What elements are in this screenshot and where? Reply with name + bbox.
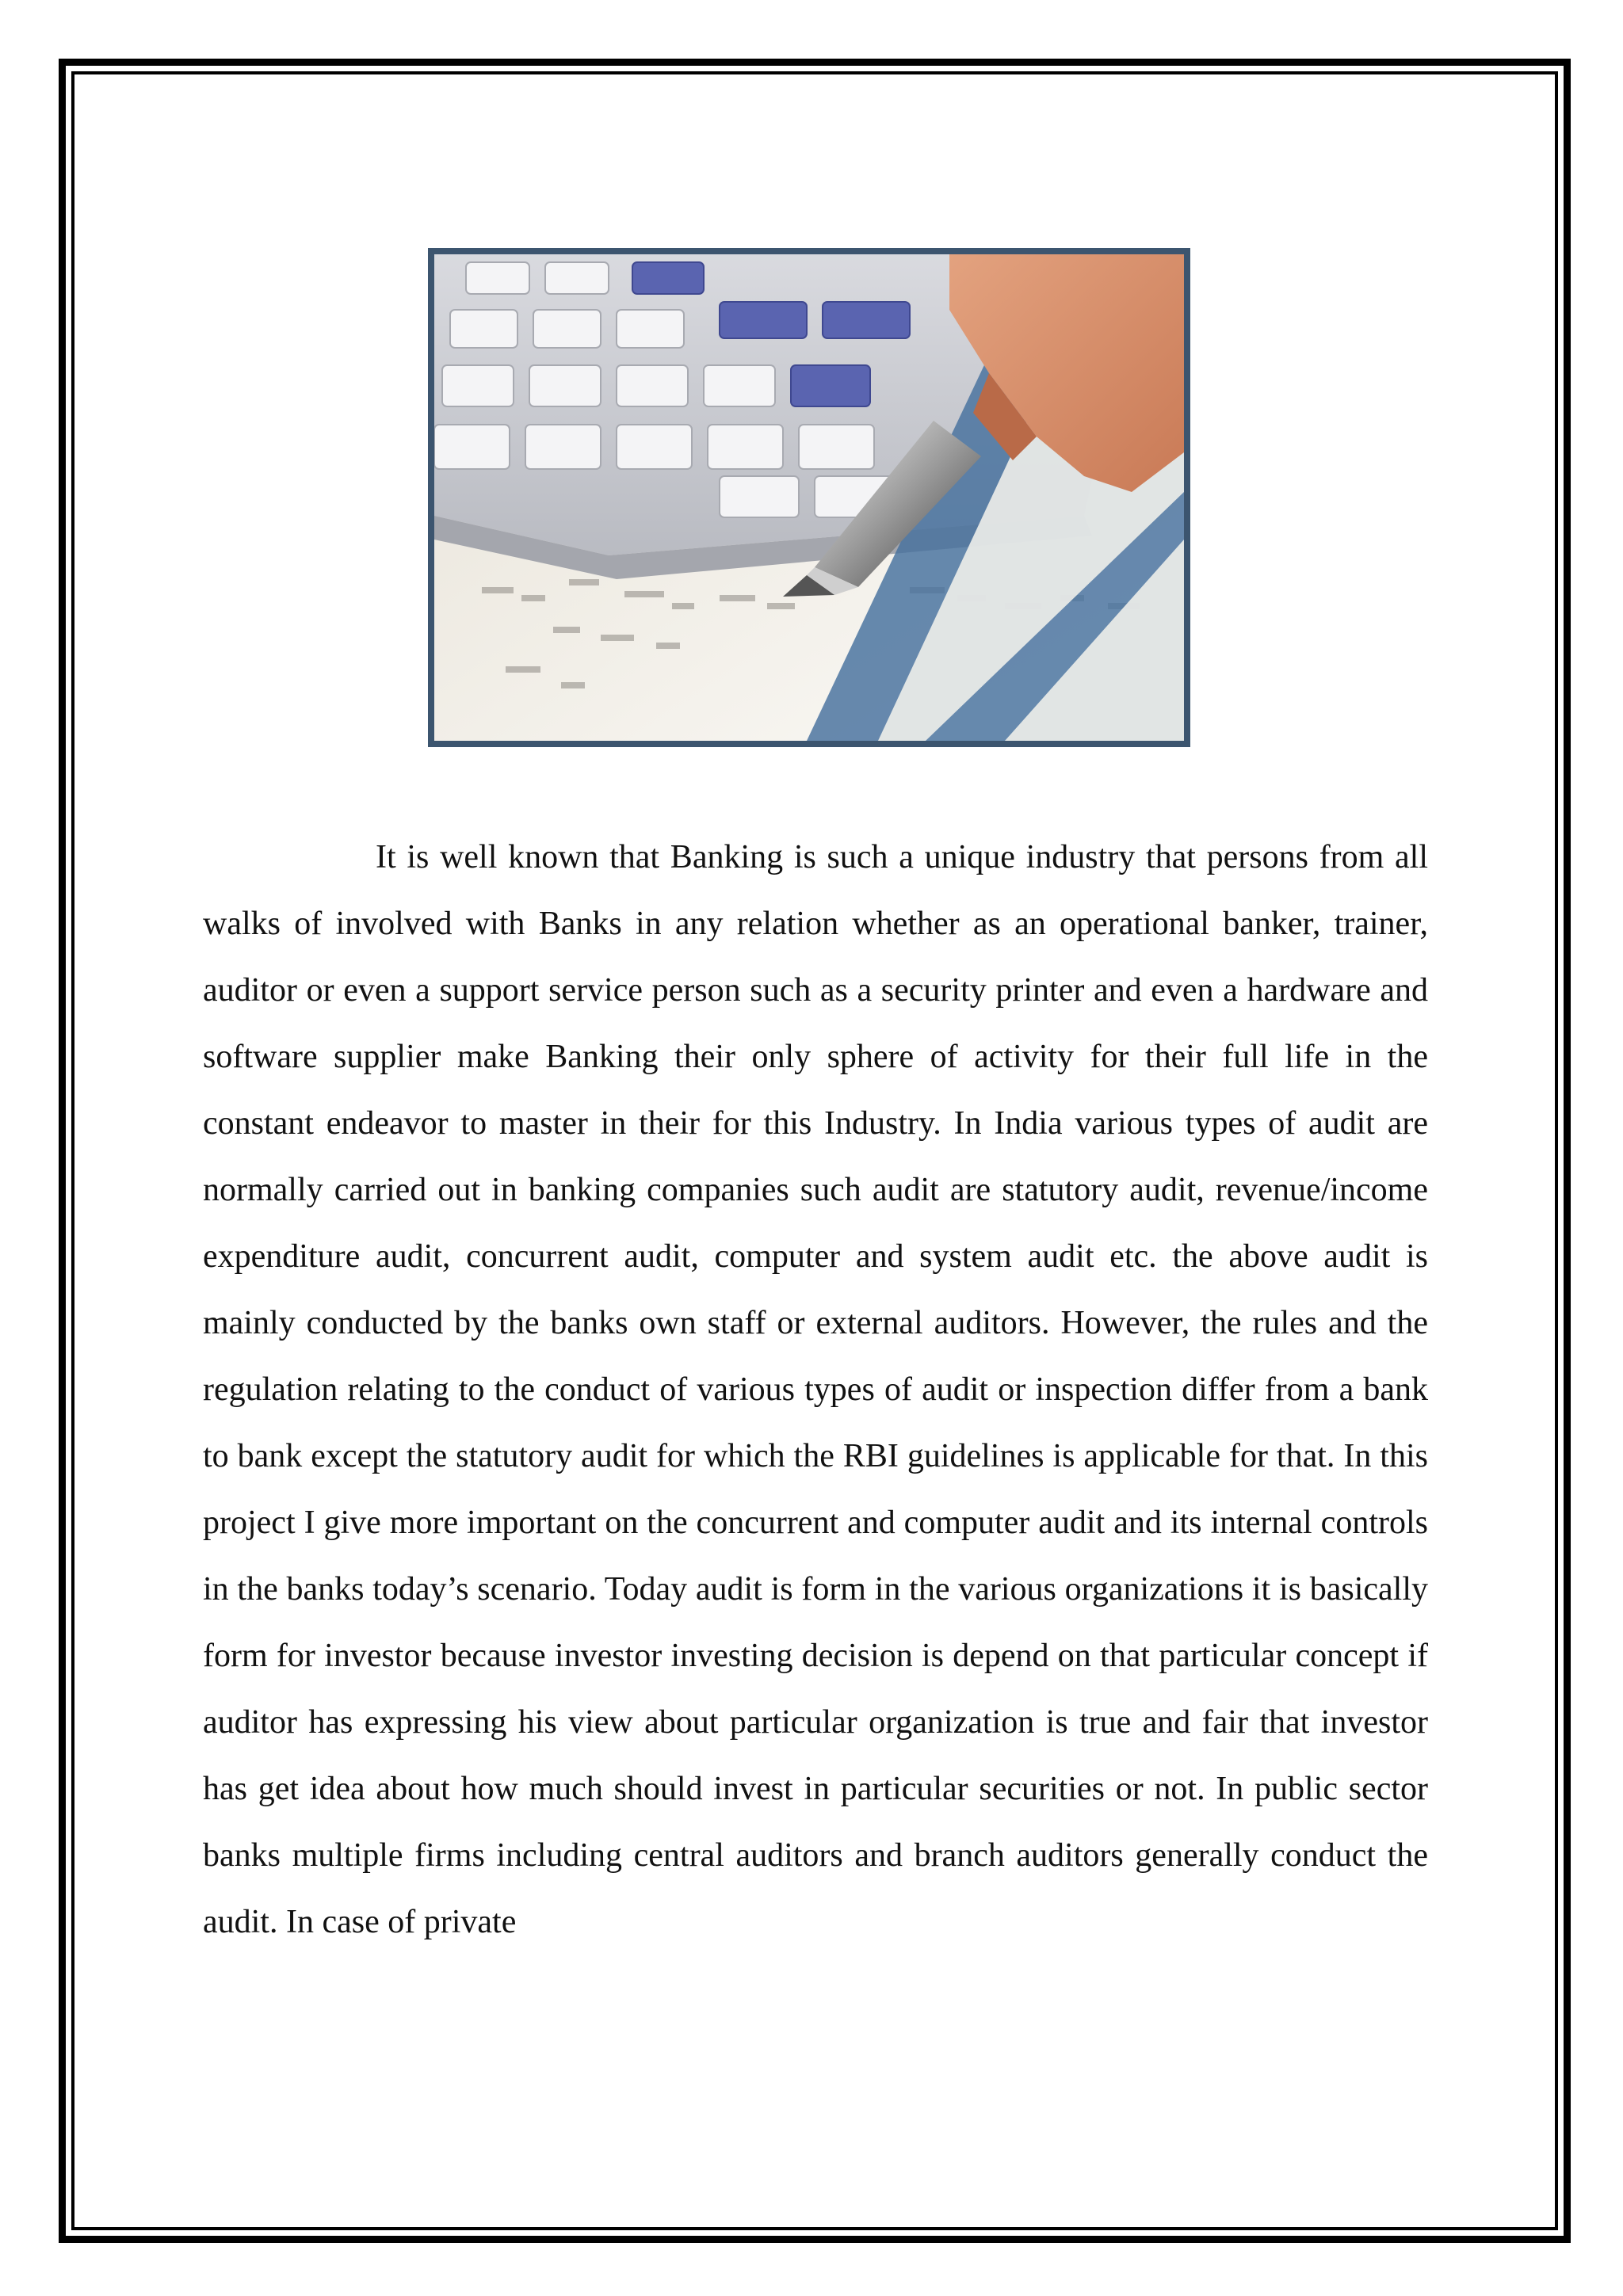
body-paragraph: It is well known that Banking is such a unique industry that persons from all walks of involved with Banks in any relation whether as an operational banker, trainer, auditor or even a support service person such as a security printer and even a hardware and software supplier make Banking their only sphere of activity for their full life in the constant endeavor to master in their for this Industry. In India various types of audit are normally carried out in banking companies such audit are statutory audit, revenue/income expenditure audit, concurrent audit, computer and system audit etc. the above audit is mainly conducted by the banks own staff or external auditors. However, the rules and the regulation relating to the conduct of various types of audit or inspection differ from a bank to bank except the statutory audit for which the RBI guidelines is applicable for that. In this project I give more important on the concurrent and computer audit and its internal controls in the banks today’s scenario. Today audit is form in the various organizations it is basically form for investor because investor investing decision is depend on that particular concept if auditor has expressing his view about particular organization is true and fair that investor has get idea about how much should invest in particular securities or not. In public sector banks multiple firms including central auditors and branch auditors generally conduct the audit. In case of private	[203, 839, 1428, 1940]
calculator-pen-photo	[428, 248, 1190, 747]
calculator-pen-illustration	[434, 254, 1184, 741]
